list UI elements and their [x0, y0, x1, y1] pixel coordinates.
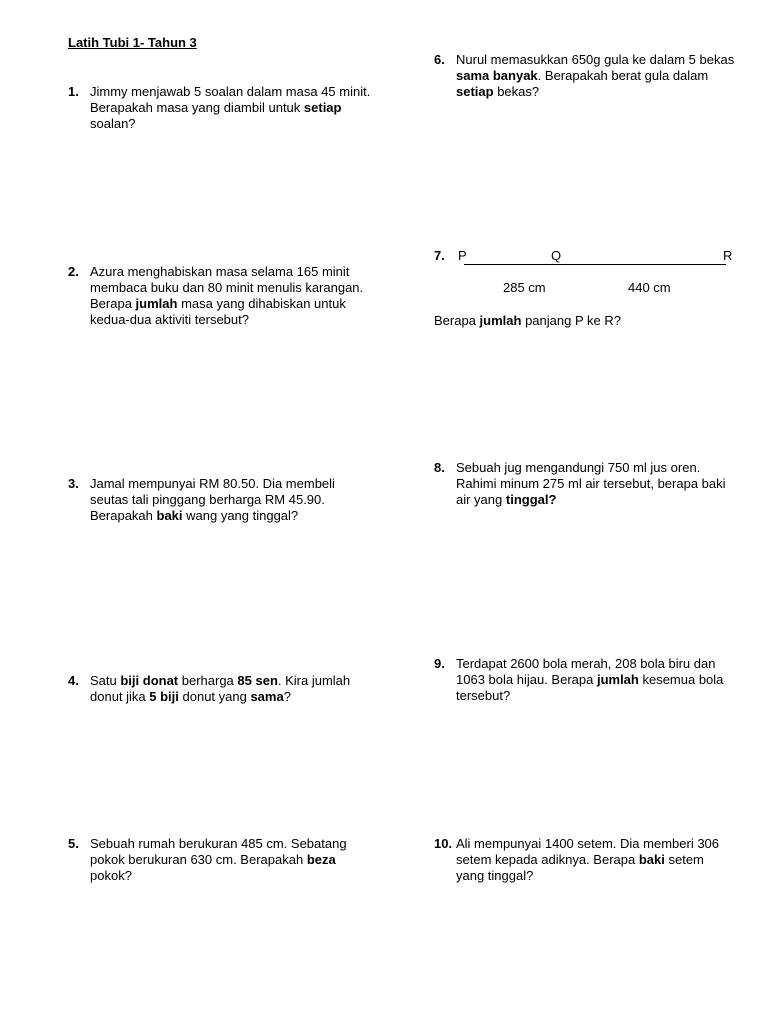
- question-text: [456, 52, 741, 100]
- point-p-label: P: [458, 248, 467, 263]
- emphasis-text: beza: [306, 852, 336, 867]
- line-segment: [464, 264, 726, 265]
- question-7-text: [434, 313, 744, 329]
- pq-length-label: 285 cm: [503, 280, 546, 295]
- text-run: Sebuah rumah berukuran 485 cm. Sebatang pokok berukuran 630 cm. Berapakah: [90, 836, 347, 867]
- question-text: [90, 673, 375, 705]
- emphasis-text: sama: [250, 689, 284, 704]
- question-number: 2.: [68, 264, 79, 279]
- emphasis-text: 5 biji: [149, 689, 179, 704]
- text-run: Jamal mempunyai RM 80.50. Dia membeli seutas tali pinggang berharga RM 45.90. Berapakah: [90, 476, 335, 523]
- text-run: Sebuah jug mengandungi 750 ml jus oren. Rahimi minum 275 ml air tersebut, berapa baki air yang: [456, 460, 726, 507]
- question-text: [456, 836, 726, 884]
- point-r-label: R: [723, 248, 733, 263]
- question-text: [90, 264, 375, 328]
- text-run: Jimmy menjawab 5 soalan dalam masa 45 minit. Berapakah masa yang diambil untuk: [90, 84, 371, 115]
- question-number: 7.: [434, 248, 445, 263]
- question-number: 8.: [434, 460, 445, 475]
- worksheet-title: Latih Tubi 1- Tahun 3: [68, 35, 197, 50]
- text-run: setem yang tinggal?: [456, 852, 704, 883]
- question-text: [456, 460, 726, 508]
- emphasis-text: jumlah: [135, 296, 178, 311]
- text-run: Nurul memasukkan 650g gula ke dalam 5 bekas: [456, 52, 735, 67]
- question-number: 9.: [434, 656, 445, 671]
- text-run: Terdapat 2600 bola merah, 208 bola biru dan 1063 bola hijau. Berapa: [456, 656, 716, 687]
- text-run: . Kira jumlah donut jika: [90, 673, 351, 704]
- text-run: pokok?: [90, 868, 132, 883]
- qr-length-label: 440 cm: [628, 280, 671, 295]
- text-run: masa yang dihabiskan untuk kedua-dua aktiviti tersebut?: [90, 296, 346, 327]
- question-text-post: panjang P ke R?: [521, 313, 621, 328]
- question-text: [90, 836, 365, 884]
- question-number: 6.: [434, 52, 445, 67]
- emphasis-text: tinggal?: [505, 492, 557, 507]
- emphasis-text: biji donat: [120, 673, 179, 688]
- emphasis-text: sama banyak: [456, 68, 538, 83]
- text-run: . Berapakah berat gula dalam: [537, 68, 709, 83]
- question-number: 1.: [68, 84, 79, 99]
- question-text: [456, 656, 741, 704]
- line-diagram: [434, 247, 754, 307]
- question-number: 4.: [68, 673, 79, 688]
- emphasis-text: jumlah: [596, 672, 639, 687]
- text-run: donut yang: [178, 689, 251, 704]
- text-run: soalan?: [90, 116, 136, 131]
- question-text: [90, 84, 375, 132]
- emphasis-text: baki: [638, 852, 665, 867]
- text-run: Azura menghabiskan masa selama 165 minit membaca buku dan 80 minit menulis karangan. Berapa: [90, 264, 364, 311]
- text-run: Satu: [90, 673, 121, 688]
- emphasis-text: 85 sen: [237, 673, 278, 688]
- emphasis-text: setiap: [303, 100, 342, 115]
- text-run: wang yang tinggal?: [182, 508, 299, 523]
- question-text-bold: jumlah: [479, 313, 522, 328]
- text-run: kesemua bola tersebut?: [456, 672, 724, 703]
- emphasis-text: baki: [156, 508, 183, 523]
- question-number: 3.: [68, 476, 79, 491]
- text-run: berharga: [178, 673, 238, 688]
- text-run: Ali mempunyai 1400 setem. Dia memberi 306 setem kepada adiknya. Berapa: [456, 836, 720, 867]
- question-number: 10.: [434, 836, 453, 851]
- question-text-pre: Berapa: [434, 313, 480, 328]
- text-run: bekas?: [493, 84, 540, 99]
- question-number: 5.: [68, 836, 79, 851]
- text-run: ?: [283, 689, 291, 704]
- question-text: [90, 476, 365, 524]
- point-q-label: Q: [551, 248, 562, 263]
- emphasis-text: setiap: [456, 84, 494, 99]
